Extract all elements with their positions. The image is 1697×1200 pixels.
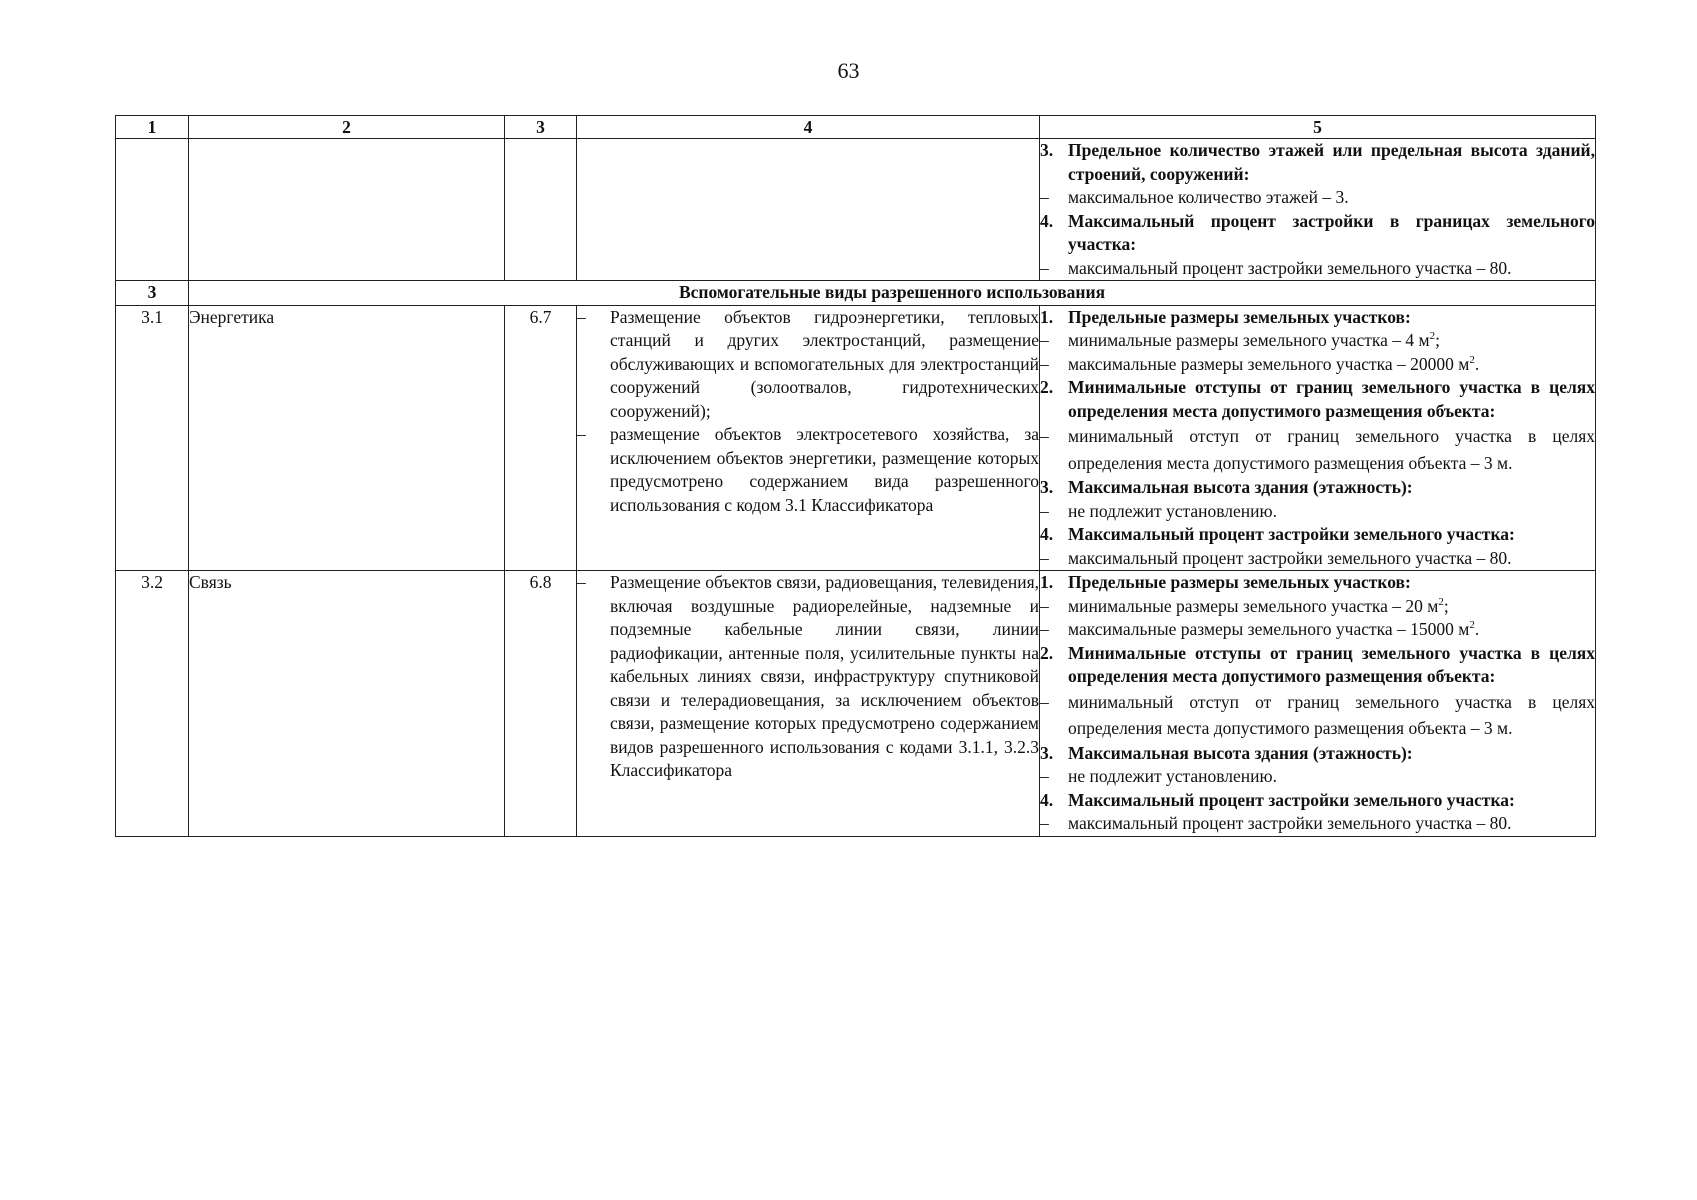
param-heading: 3. Максимальная высота здания (этажность): (1040, 742, 1413, 763)
param-heading: 2. Минимальные отступы от границ земельного участка в целях определения места допустимого размещения объекта: (1040, 642, 1595, 686)
param-item: – максимальный процент застройки земельного участка – 80. (1040, 257, 1512, 278)
param-heading: 3. Максимальная высота здания (этажность): (1040, 477, 1413, 497)
param-item: – не подлежит установлению. (1040, 766, 1277, 786)
header-col-3: 3 (505, 116, 577, 139)
cont-col-2 (189, 139, 505, 281)
header-col-1: 1 (116, 116, 189, 139)
section-number: 3 (116, 281, 189, 306)
desc-item: – размещение объектов электросетевого хозяйства, за исключением объектов энергетики, размещение которых предусмотрено содержанием вида разрешенного использования с кодом 3.1 Классификатора (577, 424, 1039, 515)
header-col-2: 2 (189, 116, 505, 139)
continuation-row (116, 139, 1596, 281)
row-number: 3.2 (116, 571, 189, 837)
param-item: – минимальный отступ от границ земельного участка в целях определения места допустимого размещения объекта – 3 м. (1040, 426, 1595, 473)
desc-item: – Размещение объектов гидроэнергетики, тепловых станций и других электростанций, размещение обслуживающих и вспомогательных для электростанций сооружений (золоотвалов, гидротехнических сооружений); (577, 306, 1039, 421)
zoning-table (115, 115, 1596, 837)
cont-col-1 (116, 139, 189, 281)
row-code: 6.7 (505, 305, 577, 571)
row-code: 6.8 (505, 571, 577, 837)
param-heading: 4. Максимальный процент застройки в границах земельного участка: (1040, 210, 1595, 254)
row-name: Энергетика (189, 305, 505, 571)
cont-col-4 (577, 139, 1040, 281)
section-title: Вспомогательные виды разрешенного использования (189, 281, 1596, 306)
param-item: – минимальные размеры земельного участка – 4 $м^2$; (1040, 330, 1440, 350)
header-col-5: 5 (1040, 116, 1596, 139)
param-item: – максимальные размеры земельного участка – 20000 $м^2$. (1040, 353, 1480, 374)
param-heading: 1. Предельные размеры земельных участков: (1040, 572, 1411, 592)
param-item: – максимальные размеры земельного участка – 15000 $м^2$. (1040, 619, 1480, 639)
param-heading: 4. Максимальный процент застройки земельного участка: (1040, 524, 1515, 544)
cont-params (1040, 139, 1596, 281)
row-params (1040, 305, 1596, 571)
param-heading: 2. Минимальные отступы от границ земельного участка в целях определения места допустимого размещения объекта: (1040, 377, 1595, 421)
param-item: – минимальный отступ от границ земельного участка в целях определения места допустимого размещения объекта – 3 м. (1040, 691, 1595, 738)
param-item: – максимальное количество этажей – 3. (1040, 187, 1349, 207)
row-description (577, 571, 1040, 837)
row-name: Связь (189, 571, 505, 837)
param-item: – максимальный процент застройки земельного участка – 80. (1040, 813, 1512, 833)
param-heading: 3. Предельное количество этажей или предельная высота зданий, строений, сооружений: (1040, 140, 1595, 184)
param-item: – минимальные размеры земельного участка – 20 $м^2$; (1040, 595, 1449, 616)
param-item: – максимальный процент застройки земельного участка – 80. (1040, 547, 1512, 568)
param-item: – не подлежит установлению. (1040, 500, 1277, 521)
row-params (1040, 571, 1596, 837)
page-number: 63 (837, 58, 860, 83)
table-row (116, 571, 1596, 837)
section-row (116, 281, 1596, 306)
param-heading: 1. Предельные размеры земельных участков: (1040, 306, 1411, 327)
cont-col-3 (505, 139, 577, 281)
row-description (577, 305, 1040, 571)
header-col-4: 4 (577, 116, 1040, 139)
header-row (116, 116, 1596, 139)
row-number: 3.1 (116, 305, 189, 571)
param-heading: 4. Максимальный процент застройки земельного участка: (1040, 789, 1515, 810)
desc-item: – Размещение объектов связи, радиовещания, телевидения, включая воздушные радиорелейные, надземные и подземные кабельные линии связи, линии радиофикации, антенные поля, усилительные пункты на кабельных линиях связи, инфраструктуру спутниковой связи и телерадиовещания, за исключением объектов связи, размещение которых предусмотрено содержанием видов разрешенного использования с кодами 3.1.1, 3.2.3 Классификатора (577, 572, 1039, 780)
table-row (116, 305, 1596, 571)
